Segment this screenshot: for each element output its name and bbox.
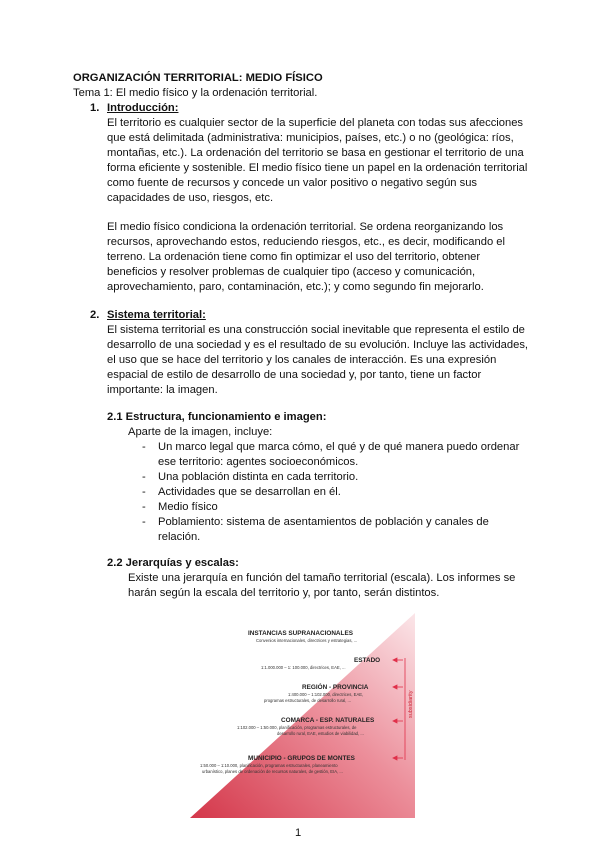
- paragraph-line: recursos, aprovechando estos, reduciendo riesgos, etc., es decir, modificando el: [107, 236, 505, 248]
- paragraph-line: El medio físico condiciona la ordenación territorial. Se ordena reorganizando los: [107, 221, 504, 233]
- level-title: REGIÓN - PROVINCIA: [302, 684, 369, 691]
- level-title: INSTANCIAS SUPRANACIONALES: [248, 630, 353, 637]
- paragraph-line: el uso que se hace del territorio y los canales de interacción. Es una expresión: [107, 354, 497, 366]
- paragraph-line: montañas, etc.). La ordenación del territorio se basa en gestionar el territorio de una: [107, 147, 524, 159]
- list-item: Un marco legal que marca cómo, el qué y de qué manera puedo ordenar: [158, 441, 520, 453]
- scale-wedge: [190, 613, 415, 818]
- document-subtitle: Tema 1: El medio físico y la ordenación territorial.: [73, 87, 318, 99]
- list-bullet: -: [142, 501, 146, 513]
- level-description: urbanístico, planes de ordenación de recursos naturales, de gestión, EIA, ...: [202, 769, 343, 774]
- list-bullet: -: [142, 471, 146, 483]
- hierarchy-diagram: [190, 608, 430, 818]
- paragraph-line: aprovechamiento, paro, contaminación, etc.); y como segundo fin mejorarlo.: [107, 281, 484, 293]
- list-bullet: -: [142, 441, 146, 453]
- hierarchy-scale-figure: [190, 608, 430, 818]
- list-item-continuation: ese territorio: agentes socioeconómicos.: [158, 456, 359, 468]
- paragraph-line: El sistema territorial es una construcción social inevitable que representa el estilo de: [107, 324, 525, 336]
- paragraph-line: harán según la escala del territorio y, por tanto, serán distintos.: [128, 587, 440, 599]
- level-description: 1:50.000 – 1:10.000, planificación, programas estructurales, planeamiento: [200, 763, 338, 768]
- paragraph-line: importante: la imagen.: [107, 384, 218, 396]
- paragraph-line: desarrollo de una sociedad y es el resultado de su evolución. Incluye las actividades,: [107, 339, 529, 351]
- paragraph-line: terreno. La ordenación tiene como fin optimizar el uso del territorio, obtener: [107, 251, 481, 263]
- subsection-2-1-intro: Aparte de la imagen, incluye:: [128, 426, 273, 438]
- level-title: MUNICIPIO - GRUPOS DE MONTES: [248, 755, 355, 762]
- paragraph-line: El territorio es cualquier sector de la superficie del planeta con todas sus afecciones: [107, 117, 524, 129]
- level-description: 1:1.000.000 – 1: 100.000, directrices, EAE, ...: [261, 665, 346, 670]
- list-item: Actividades que se desarrollan en él.: [158, 486, 341, 498]
- level-title: COMARCA - ESP. NATURALES: [281, 717, 375, 724]
- level-description: 1:102.000 – 1:50.000, planificación, programas estructurales, de: [237, 725, 357, 730]
- level-description: programas estructurales, de desarrollo rural, ...: [264, 698, 352, 703]
- level-title: ESTADO: [354, 657, 381, 664]
- list-item: Una población distinta en cada territorio.: [158, 471, 359, 483]
- section-2-heading: Sistema territorial:: [107, 309, 206, 321]
- subsidiarity-label: subsidiarity: [408, 690, 414, 718]
- section-1-heading: Introducción:: [107, 102, 179, 114]
- level-description: Convenios internacionales, directrices y estrategias, ...: [256, 638, 358, 643]
- paragraph-line: capacidades de uso, riesgos, etc.: [107, 192, 274, 204]
- list-item: Medio físico: [158, 501, 218, 513]
- list-item-continuation: relación.: [158, 531, 201, 543]
- paragraph-line: espacial de estilo de desarrollo de una sociedad y, por tanto, tiene un factor: [107, 369, 482, 381]
- level-description: desarrollo rural, EAE, estudios de viabilidad, ...: [277, 731, 364, 736]
- level-description: 1:400.000 – 1:102.000, directrices, EAE,: [288, 692, 364, 697]
- paragraph-line: que está delimitada (administrativa: municipios, países, etc.) o no (geológica: ríos,: [107, 132, 514, 144]
- paragraph-line: beneficios y resolver problemas de cualquier tipo (acceso y comunicación,: [107, 266, 476, 278]
- list-bullet: -: [142, 516, 146, 528]
- paragraph-line: forma eficiente y sostenible. El medio físico tiene un papel en la ordenación territorial: [107, 162, 528, 174]
- paragraph-line: como fuente de recursos y concede un valor positivo o negativo según sus: [107, 177, 478, 189]
- section-2-number: 2.: [90, 309, 100, 321]
- subsection-2-2-heading: 2.2 Jerarquías y escalas:: [107, 557, 239, 569]
- list-item: Poblamiento: sistema de asentamientos de población y canales de: [158, 516, 489, 528]
- subsection-2-1-heading: 2.1 Estructura, funcionamiento e imagen:: [107, 411, 327, 423]
- document-title: ORGANIZACIÓN TERRITORIAL: MEDIO FÍSICO: [73, 72, 323, 84]
- paragraph-line: Existe una jerarquía en función del tamaño territorial (escala). Los informes se: [128, 572, 516, 584]
- section-1-number: 1.: [90, 102, 100, 114]
- page-number: 1: [295, 827, 302, 839]
- list-bullet: -: [142, 486, 146, 498]
